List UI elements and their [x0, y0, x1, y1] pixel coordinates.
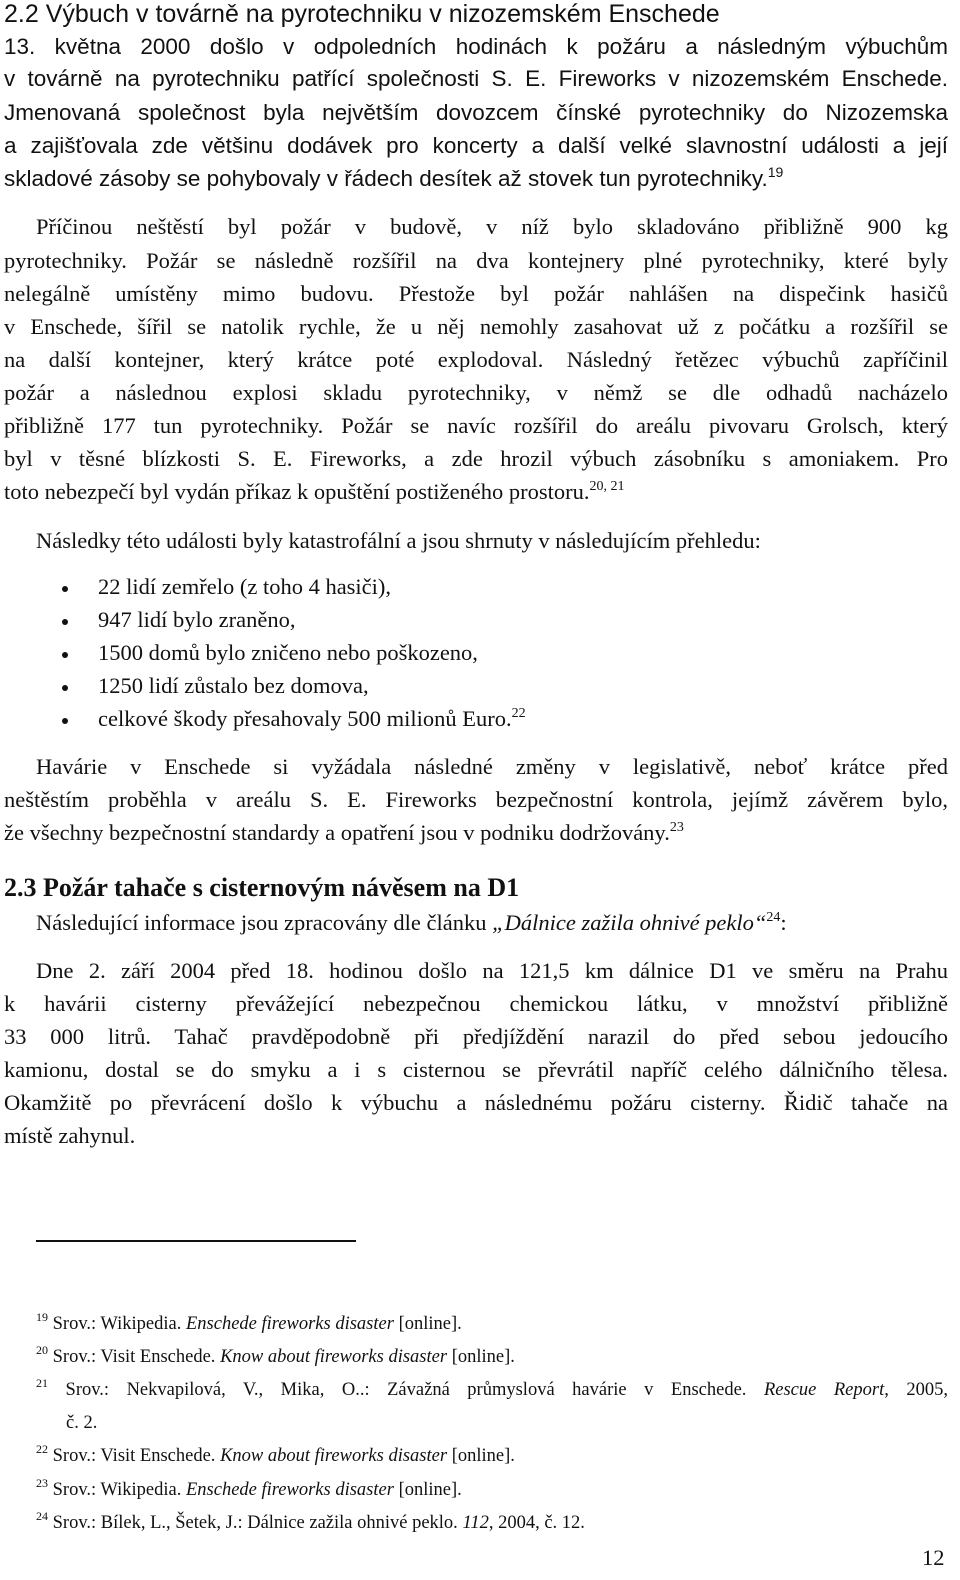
para2-line: přibližně 177 tun pyrotechniky. Požár se navíc rozšířil do areálu pivovaru Grolsch, který: [4, 413, 948, 438]
section-heading-2-2: 2.2 Výbuch v továrně na pyrotechniku v nizozemském Enschede: [4, 0, 720, 28]
para4-line: Havárie v Enschede si vyžádala následné změny v legislativě, neboť krátce před: [36, 754, 948, 779]
para2-line: pyrotechniky. Požár se následně rozšířil na dva kontejnery plné pyrotechniky, které byly: [4, 248, 948, 273]
footnote-21: $^{21}$ Srov.: Nekvapilová, V., Mika, O..: Závažná průmyslová havárie v Enschede. Rescue Report, 2005,: [36, 1376, 948, 1400]
bullet-dot-icon: [62, 718, 68, 724]
footnote-20: $^{20}$ Srov.: Visit Enschede. Know about fireworks disaster [online].: [36, 1343, 515, 1367]
para2-line: nelegálně umístěny mimo budovu. Přestože byl požár nahlášen na dispečink hasičů: [4, 281, 948, 306]
footnote-ref[interactable]: 20, 21: [589, 479, 625, 494]
footnote-23: $^{23}$ Srov.: Wikipedia. Enschede fireworks disaster [online].: [36, 1476, 462, 1500]
para1-line: a zajišťovala zde většinu dodávek pro koncerty a další velké slavnostní události a její: [4, 133, 948, 158]
footnote-22: $^{22}$ Srov.: Visit Enschede. Know about fireworks disaster [online].: [36, 1442, 515, 1466]
page-number: 12: [922, 1545, 945, 1570]
para2-line: Příčinou neštěstí byl požár v budově, v níž bylo skladováno přibližně 900 kg: [36, 214, 948, 239]
section2-para-line: k havárii cisterny převážející nebezpečnou chemickou látku, v množství přibližně: [4, 991, 948, 1016]
bullet-dot-icon: [62, 586, 68, 592]
footnote-separator: [36, 1240, 356, 1242]
section-heading-2-3: 2.3 Požár tahače s cisternovým návěsem na D1: [4, 873, 520, 902]
para4-last-line: že všechny bezpečnostní standardy a opatření jsou v podniku dodržovány.$^{23}$: [4, 820, 684, 845]
para2-line: požár a následnou explosi skladu pyrotechniky, v němž se dle odhadů nacházelo: [4, 380, 948, 405]
section2-para-line: místě zahynul.: [4, 1123, 136, 1148]
para1-line: v továrně na pyrotechniku patřící společnosti S. E. Fireworks v nizozemském Enschede.: [4, 66, 948, 91]
para1-line: Jmenovaná společnost byla největším dovozcem čínské pyrotechniky do Nizozemska: [4, 100, 948, 125]
section2-para-line: Okamžitě po převrácení došlo k výbuchu a následnému požáru cisterny. Řidič tahače na: [4, 1090, 948, 1115]
para4-line: neštěstím proběhla v areálu S. E. Fireworks bezpečnostní kontrola, jejímž závěrem bylo,: [4, 787, 948, 812]
footnote-ref[interactable]: 19: [767, 164, 784, 180]
bullet-dot-icon: [62, 652, 68, 658]
section2-para-line: 33 000 litrů. Tahač pravděpodobně při předjíždění narazil do před sebou jedoucího: [4, 1024, 948, 1049]
footnote-24: $^{24}$ Srov.: Bílek, L., Šetek, J.: Dálnice zažila ohnivé peklo. 112, 2004, č. 12.: [36, 1509, 585, 1533]
section2-para-line: kamionu, dostal se do smyku a i s cisternou se převrátil napříč celého dálničního tělesa.: [4, 1057, 948, 1082]
bullet-dot-icon: [62, 685, 68, 691]
para2-last-line: toto nebezpečí byl vydán příkaz k opuštění postiženého prostoru.$^{20, 21}$: [4, 479, 625, 504]
para1-last-line: skladové zásoby se pohybovaly v řádech desítek až stovek tun pyrotechniky.$^{19}$: [4, 164, 784, 191]
section2-intro: Následující informace jsou zpracovány dle článku „Dálnice zažila ohnivé peklo“$^{24}$:: [36, 910, 787, 935]
para2-line: na další kontejner, který krátce poté explodoval. Následný řetězec výbuchů zapříčinil: [4, 347, 948, 372]
footnote-ref[interactable]: 24: [766, 910, 781, 925]
section2-para-line: Dne 2. září 2004 před 18. hodinou došlo na 121,5 km dálnice D1 ve směru na Prahu: [36, 958, 948, 983]
footnote-ref[interactable]: 23: [669, 820, 684, 835]
para1-line: 13. května 2000 došlo v odpoledních hodinách k požáru a následným výbuchům: [4, 34, 948, 59]
bullet-dot-icon: [62, 619, 68, 625]
para2-line: byl v těsné blízkosti S. E. Fireworks, a zde hrozil výbuch zásobníku s amoniakem. Pro: [4, 446, 948, 471]
document-page: 2.2 Výbuch v továrně na pyrotechniku v nizozemském Enschede 13. května 2000 došlo v odpoledních hodinách k požáru a následným výbuchům v továrně na pyrotechniku patřící společnosti S. E. Fireworks v nizozemském Enschede. Jmenovaná společnost byla největším dovozcem čínské pyrotechniky do Nizozemska a zajišťovala zde většinu dodávek pro koncerty a další velké slavnostní události a její skladové zásoby se pohybovaly v řádech desítek až stovek tun pyrotechniky.$^{19}$ Příčinou neštěstí byl požár v budově, v níž bylo skladováno přibližně 900 kg pyrotechniky. Požár se následně rozšířil na dva kontejnery plné pyrotechniky, které byly nelegálně umístěny mimo budovu. Přestože byl požár nahlášen na dispečink hasičů v Enschede, šířil se natolik rychle, že u něj nemohly zasahovat už z počátku a rozšířil se na další kontejner, který krátce poté explodoval. Následný řetězec výbuchů zapříčinil požár a následnou explosi skladu pyrotechniky, v němž se dle odhadů nacházelo přibližně 177 tun pyrotechniky. Požár se navíc rozšířil do areálu pivovaru Grolsch, který byl v těsné blízkosti S. E. Fireworks, a zde hrozil výbuch zásobníku s amoniakem. Pro toto nebezpečí byl vydán příkaz k opuštění postiženého prostoru.$^{20, 21}$ Následky této události byly katastrofální a jsou shrnuty v následujícím přehledu: 22 lidí zemřelo (z toho 4 hasiči), 947 lidí bylo zraněno, 1500 domů bylo zničeno nebo poškozeno, 1250 lidí zůstalo bez domova, celkové škody přesahovaly 500 milionů Euro.$^{22}$ Havárie v Enschede si vyžádala následné změny v legislativě, neboť krátce před neštěstím proběhla v areálu S. E. Fireworks bezpečnostní kontrola, jejímž závěrem bylo, že všechny bezpečnostní standardy a opatření jsou v podniku dodržovány.$^{23}$ 2.3 Požár tahače s cisternovým návěsem na D1 Následující informace jsou zpracovány dle článku „Dálnice zažila ohnivé peklo“$^{24}$: Dne 2. září 2004 před 18. hodinou došlo na 121,5 km dálnice D1 ve směru na Prahu k havárii cisterny převážející nebezpečnou chemickou látku, v množství přibližně 33 000 litrů. Tahač pravděpodobně při předjíždění narazil do před sebou jedoucího kamionu, dostal se do smyku a i s cisternou se převrátil napříč celého dálničního tělesa. Okamžitě po převrácení došlo k výbuchu a následnému požáru cisterny. Řidič tahače na místě zahynul. $^{19}$ Srov.: Wikipedia. Enschede fireworks disaster [online]. $^{20}$ Srov.: Visit Enschede. Know about fireworks disaster [online]. $^{21}$ Srov.: Nekvapilová, V., Mika, O..: Závažná průmyslová havárie v Enschede. Rescue Report, 2005, č. 2. $^{22}$ Srov.: Visit Enschede. Know about fireworks disaster [online]. $^{23}$ Srov.: Wikipedia. Enschede fireworks disaster [online]. $^{24}$ Srov.: Bílek, L., Šetek, J.: Dálnice zažila ohnivé peklo. 112, 2004, č. 12. 12: [4, 0, 948, 1570]
footnote-ref[interactable]: 22: [511, 706, 526, 721]
footnote-21-continuation: č. 2.: [66, 1413, 98, 1433]
footnote-19: $^{19}$ Srov.: Wikipedia. Enschede fireworks disaster [online].: [36, 1310, 462, 1334]
para3: Následky této události byly katastrofální a jsou shrnuty v následujícím přehledu:: [36, 528, 761, 553]
para2-line: v Enschede, šířil se natolik rychle, že u něj nemohly zasahovat už z počátku a rozšířil se: [4, 314, 948, 339]
article-title: „Dálnice zažila ohnivé peklo“: [492, 910, 767, 935]
